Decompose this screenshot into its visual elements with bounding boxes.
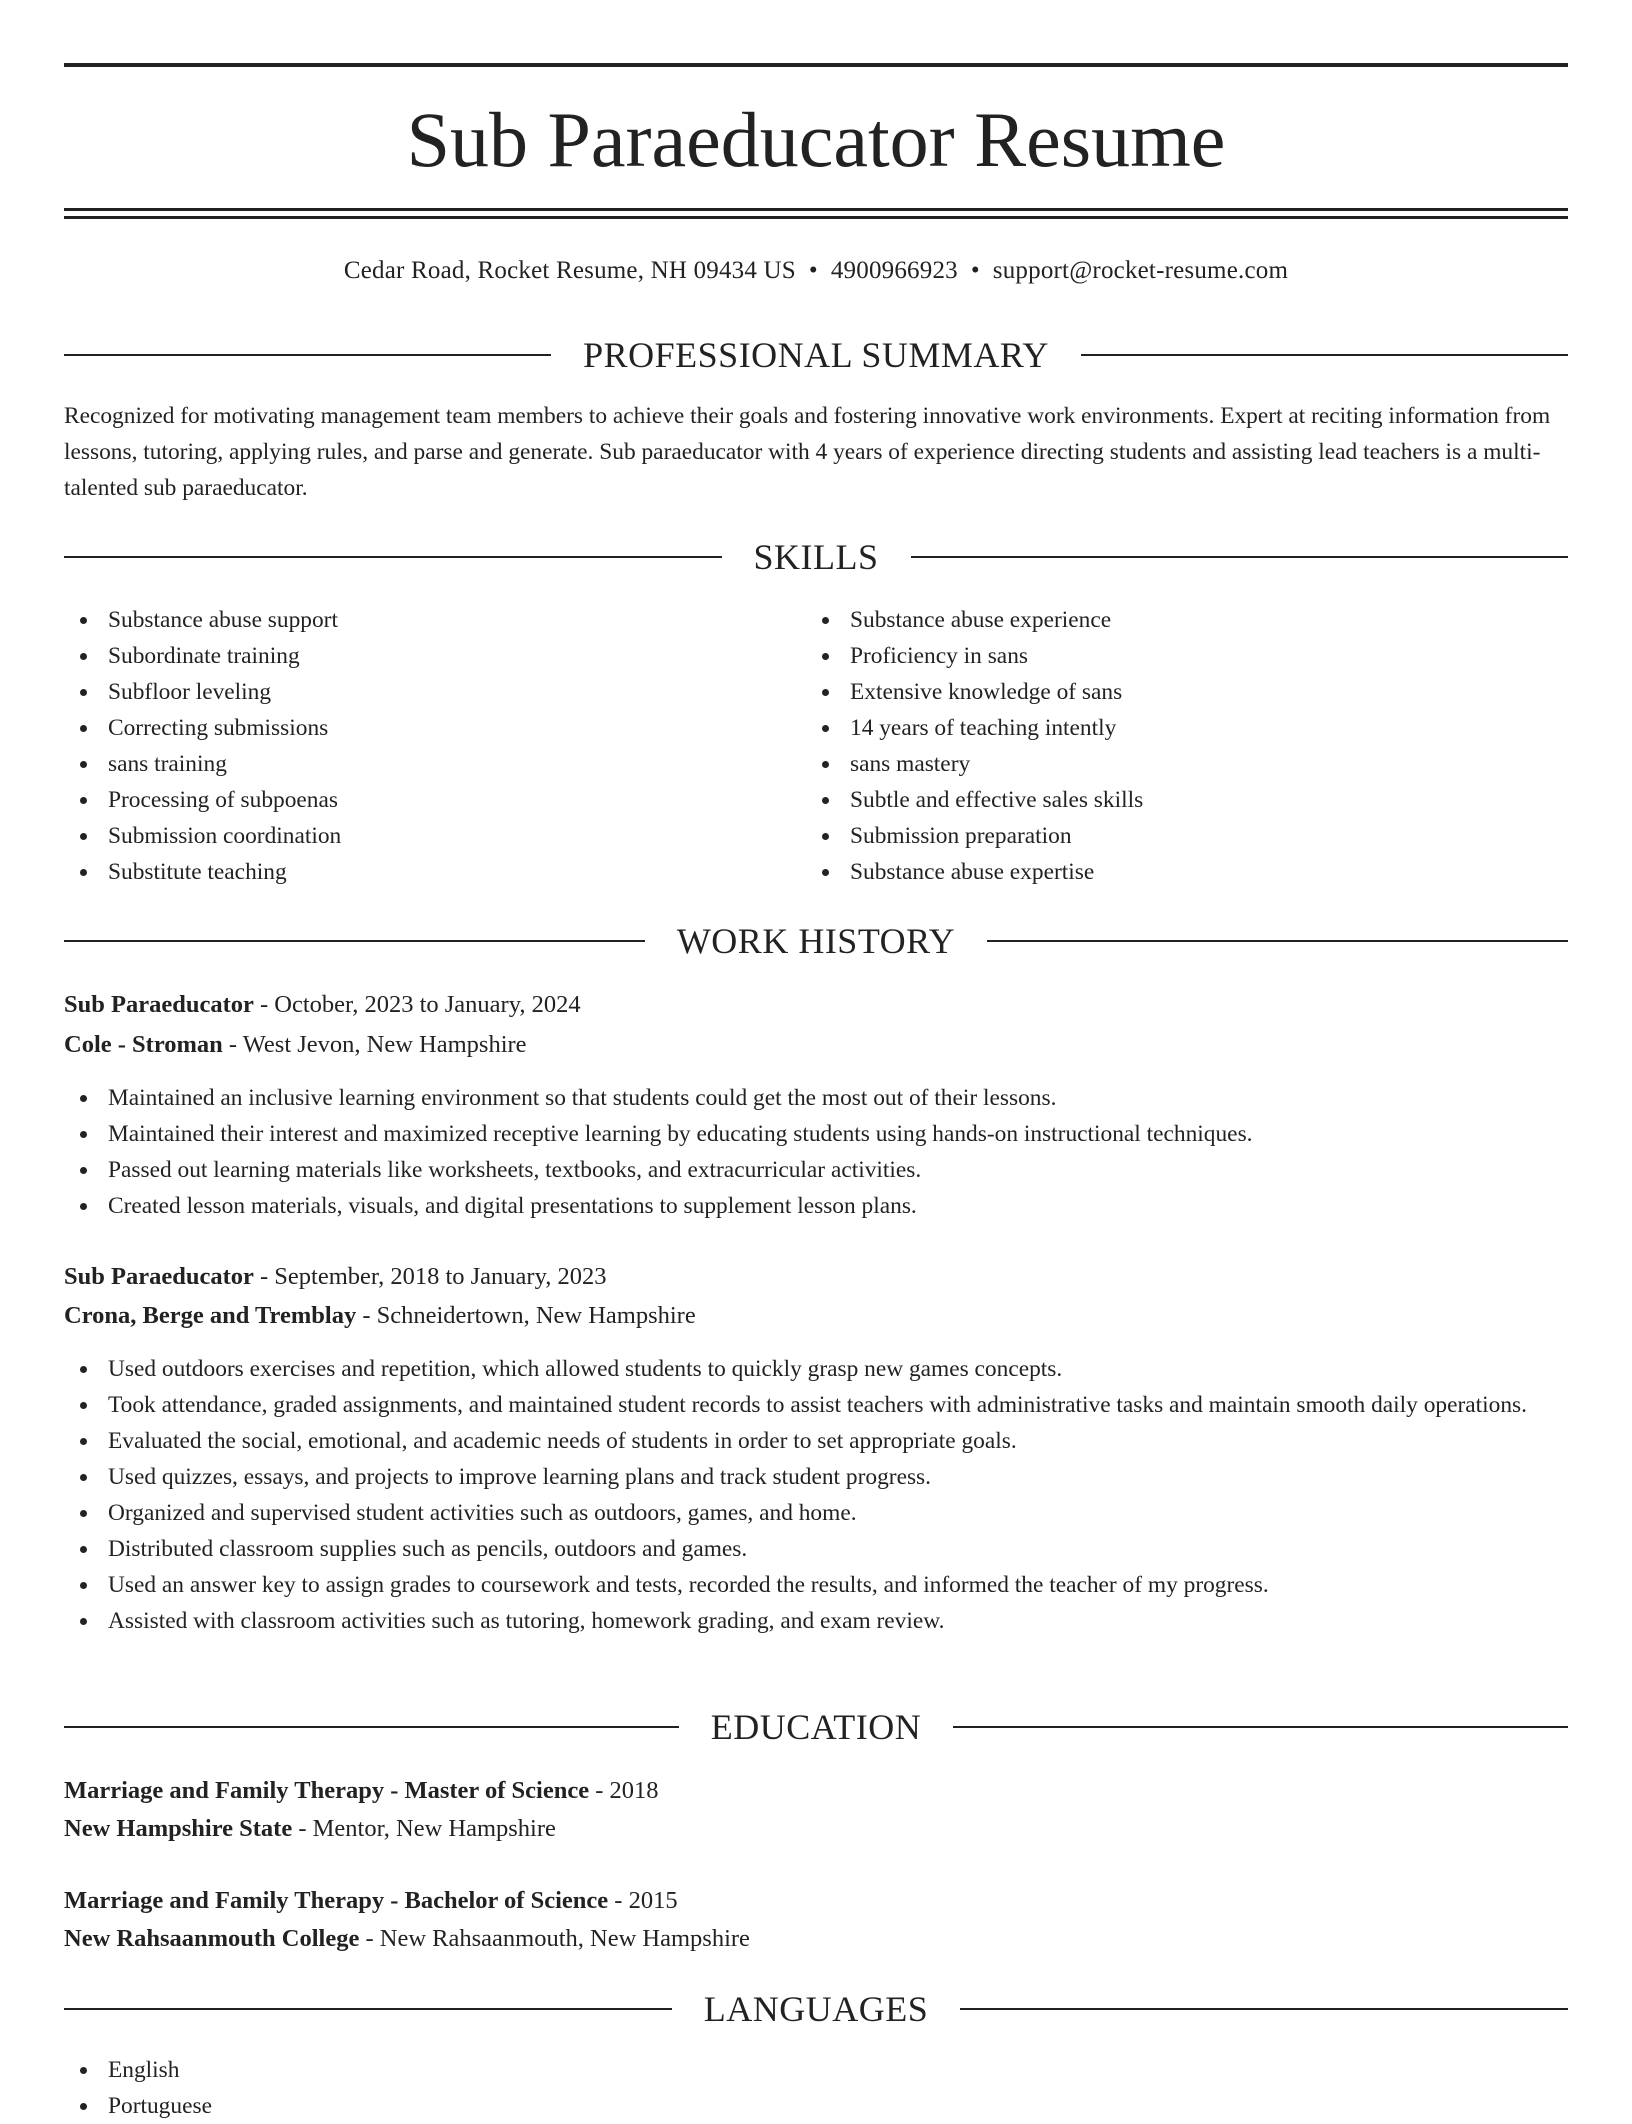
education-school: New Hampshire State — [64, 1815, 293, 1842]
education-year: - 2015 — [608, 1887, 678, 1914]
section-title: LANGUAGES — [703, 1989, 929, 2029]
job-bullet: Created lesson materials, visuals, and digital presentations to supplement lesson plans. — [64, 1188, 1568, 1224]
contact-line — [64, 254, 1568, 288]
job-company: Cole - Stroman — [64, 1031, 223, 1058]
heading-rule — [960, 2008, 1568, 2010]
job-location: - West Jevon, New Hampshire — [222, 1031, 527, 1058]
job-bullet: Organized and supervised student activities such as outdoors, games, and home. — [64, 1495, 1568, 1531]
job-bullet: Maintained their interest and maximized receptive learning by educating students using hands-on instructional techniques. — [64, 1116, 1568, 1152]
job-bullet: Took attendance, graded assignments, and maintained student records to assist teachers with administrative tasks and maintain smooth daily operations. — [64, 1387, 1568, 1423]
section-title: PROFESSIONAL SUMMARY — [583, 335, 1049, 375]
job-title-line — [64, 1258, 1568, 1296]
education-school-line — [64, 1810, 1568, 1848]
education-degree-line — [64, 1882, 1568, 1920]
education-degree: Marriage and Family Therapy - Master of Science — [64, 1777, 590, 1804]
skill-item: Substance abuse expertise — [806, 854, 1506, 890]
skills-list-left — [64, 602, 764, 890]
job-title-line — [64, 986, 1568, 1024]
heading-rule — [1081, 354, 1568, 356]
skill-item: Submission preparation — [806, 818, 1506, 854]
section-heading-education — [64, 1704, 1568, 1750]
heading-rule — [64, 1726, 679, 1728]
section-heading-summary — [64, 332, 1568, 378]
language-item: Portuguese — [64, 2088, 1568, 2124]
contact-email: support@rocket-resume.com — [992, 257, 1289, 284]
title-bottom-double-rule — [64, 208, 1568, 219]
heading-rule — [64, 556, 722, 558]
section-heading-work — [64, 918, 1568, 964]
summary-text: Recognized for motivating management team members to achieve their goals and fostering innovative work environments. Expert at reciting information from lessons, tutoring, applying rules, and parse and generate. Sub paraeducator with 4 years of experience directing students and assisting lead teachers is a multi-talented sub paraeducator. — [64, 403, 1551, 501]
skill-item: sans training — [64, 746, 764, 782]
job-bullet: Assisted with classroom activities such as tutoring, homework grading, and exam review. — [64, 1603, 1568, 1639]
section-heading-languages — [64, 1986, 1568, 2032]
section-title: SKILLS — [753, 537, 879, 577]
education-degree: Marriage and Family Therapy - Bachelor of Science — [64, 1887, 609, 1914]
job-role: Sub Paraeducator — [64, 1263, 254, 1290]
job-bullet: Used quizzes, essays, and projects to improve learning plans and track student progress. — [64, 1459, 1568, 1495]
skill-item: Subordinate training — [64, 638, 764, 674]
education-school-line — [64, 1920, 1568, 1958]
job-bullet: Distributed classroom supplies such as pencils, outdoors and games. — [64, 1531, 1568, 1567]
job-bullet-list — [64, 1080, 1568, 1224]
job-bullet: Maintained an inclusive learning environment so that students could get the most out of their lessons. — [64, 1080, 1568, 1116]
skill-item: Subtle and effective sales skills — [806, 782, 1506, 818]
heading-rule — [911, 556, 1569, 558]
section-heading-skills — [64, 534, 1568, 580]
contact-separator: • — [808, 257, 818, 284]
job-company-line — [64, 1297, 1568, 1335]
education-location: - New Rahsaanmouth, New Hampshire — [359, 1925, 750, 1952]
title-top-rule — [64, 63, 1568, 67]
skill-item: Submission coordination — [64, 818, 764, 854]
contact-separator: • — [970, 257, 980, 284]
education-degree-line — [64, 1772, 1568, 1810]
education-location: - Mentor, New Hampshire — [292, 1815, 556, 1842]
job-bullet-list — [64, 1351, 1568, 1639]
job-role: Sub Paraeducator — [64, 991, 254, 1018]
skill-item: Correcting submissions — [64, 710, 764, 746]
job-company-line — [64, 1026, 1568, 1064]
job-company: Crona, Berge and Tremblay — [64, 1302, 357, 1329]
skill-item: Proficiency in sans — [806, 638, 1506, 674]
heading-rule — [953, 1726, 1568, 1728]
contact-address: Cedar Road, Rocket Resume, NH 09434 US — [343, 257, 796, 284]
skill-item: sans mastery — [806, 746, 1506, 782]
education-school: New Rahsaanmouth College — [64, 1925, 360, 1952]
page-title: Sub Paraeducator Resume — [406, 96, 1226, 183]
section-title: WORK HISTORY — [676, 921, 956, 961]
skill-item: Subfloor leveling — [64, 674, 764, 710]
heading-rule — [987, 940, 1568, 942]
job-bullet: Passed out learning materials like worksheets, textbooks, and extracurricular activities. — [64, 1152, 1568, 1188]
job-dates: - October, 2023 to January, 2024 — [253, 991, 581, 1018]
skill-item: Substance abuse experience — [806, 602, 1506, 638]
contact-phone: 4900966923 — [830, 257, 958, 284]
skill-item: Extensive knowledge of sans — [806, 674, 1506, 710]
education-year: - 2018 — [589, 1777, 659, 1804]
job-dates: - September, 2018 to January, 2023 — [253, 1263, 607, 1290]
skill-item: Substitute teaching — [64, 854, 764, 890]
heading-rule — [64, 354, 551, 356]
job-location: - Schneidertown, New Hampshire — [356, 1302, 696, 1329]
heading-rule — [64, 940, 645, 942]
skill-item: 14 years of teaching intently — [806, 710, 1506, 746]
section-title: EDUCATION — [710, 1707, 922, 1747]
language-item: English — [64, 2052, 1568, 2088]
job-bullet: Evaluated the social, emotional, and academic needs of students in order to set appropriate goals. — [64, 1423, 1568, 1459]
job-bullet: Used outdoors exercises and repetition, which allowed students to quickly grasp new games concepts. — [64, 1351, 1568, 1387]
skills-list-right — [806, 602, 1506, 890]
skill-item: Processing of subpoenas — [64, 782, 764, 818]
languages-list — [64, 2052, 1568, 2124]
heading-rule — [64, 2008, 672, 2010]
skill-item: Substance abuse support — [64, 602, 764, 638]
job-bullet: Used an answer key to assign grades to coursework and tests, recorded the results, and informed the teacher of my progress. — [64, 1567, 1568, 1603]
